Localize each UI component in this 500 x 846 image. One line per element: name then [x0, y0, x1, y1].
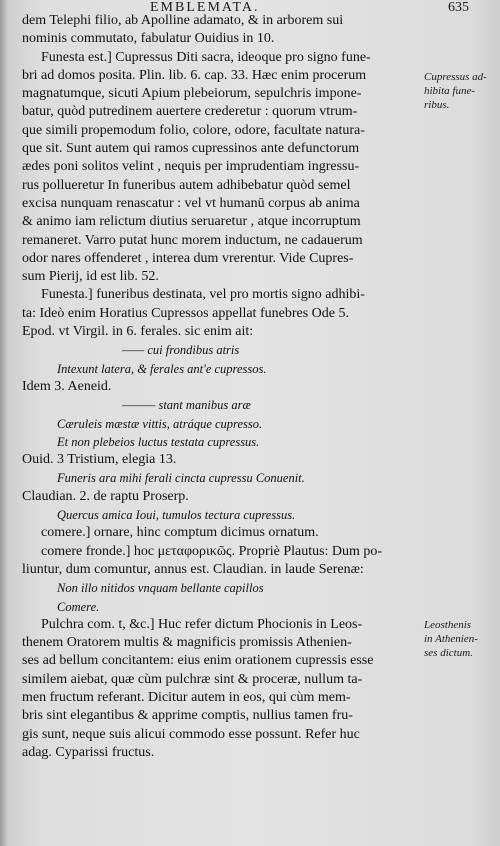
verse-line: Funeris ara mihi ferali cincta cupressu Conuenit.: [57, 471, 305, 486]
margin-note-cypress: [424, 70, 500, 112]
text-line: que sit. Sunt autem qui ramos cupressinos ante defunctorum: [22, 141, 360, 157]
margin-note-line: Cupressus ad-: [424, 71, 487, 83]
text-line: Pulchra com. t, &c.] Huc refer dictum Phocionis in Leos-: [41, 616, 363, 632]
verse-line: Cæruleis mæstæ vittis, atráque cupresso.: [57, 416, 263, 431]
text-line: que simili propemodum folio, colore, odore, facultate natura-: [22, 122, 365, 138]
text-line: gis sunt, neque suis alicui commodo esse possunt. Refer huc: [22, 726, 360, 742]
text-line: sum Pierij, id est lib. 52.: [22, 269, 159, 285]
text-line: Epod. vt Virgil. in 6. ferales. sic enim ait:: [22, 324, 254, 340]
verse-line: Intexunt latera, & ferales ant'e cupressos.: [57, 361, 267, 376]
margin-note-line: in Athenien-: [424, 633, 478, 645]
text-line: bris sint elegantibus & apprime comptis, nullius tamen fru-: [22, 708, 353, 724]
text-line: remaneret. Varro putat hunc morem inductum, ne cadauerum: [22, 232, 363, 248]
running-title: EMBLEMATA.: [150, 0, 260, 15]
text-line: ta: Ideò enim Horatius Cupressos appellat funebres Ode 5.: [22, 305, 349, 321]
verse-line: Non illo nitidos vnquam bellante capillos: [57, 581, 264, 596]
text-line: magnatumque, sicuti Apium plebeiorum, sepulchris impone-: [22, 86, 362, 102]
text-line: batur, quòd putredinem auertere crederetur : quorum vtrum-: [22, 104, 358, 120]
text-line: thenem Oratorem multis & magnificis promissis Athenien-: [22, 635, 352, 651]
text-line: similem aiebat, quæ cùm pulchræ sint & proceræ, nullum ta-: [22, 671, 363, 687]
text-line: liuntur, dum comuntur, annus est. Claudian. in laude Serenæ:: [22, 561, 364, 577]
margin-note-line: ribus.: [424, 99, 450, 111]
text-line: Idem 3. Aeneid.: [22, 378, 112, 394]
page-number: 635: [448, 0, 469, 15]
text-line: dem Telephi filio, ab Apolline adamato, & in arborem sui: [22, 13, 344, 28]
margin-note-line: ses dictum.: [424, 647, 473, 659]
text-line: Funesta.] funeribus destinata, vel pro mortis signo adhibi-: [41, 287, 365, 303]
text-line: Funesta est.] Cupressus Diti sacra, ideoque pro signo fune-: [41, 49, 371, 65]
text-line: Claudian. 2. de raptu Proserp.: [22, 488, 189, 504]
verse-line: —— cui frondibus atris: [122, 343, 240, 358]
margin-note-line: hibita fune-: [424, 85, 476, 97]
verse-line: ——— stant manibus aræ: [122, 398, 251, 413]
text-line: odor nares offenderet , interea dum vrerentur. Vide Cupres-: [22, 250, 354, 266]
margin-note-line: Leosthenis: [424, 619, 472, 631]
text-line: & animo iam relictum diutius seruaretur , atque incorruptum: [22, 214, 361, 230]
margin-note-leosthenes: [424, 618, 500, 660]
verse-line: Quercus amica Ioui, tumulos tectura cupressus.: [57, 508, 296, 523]
text-line: comere fronde.] hoc μεταφορικῶς. Propriè Plautus: Dum po-: [41, 543, 383, 559]
text-line: nominis commutato, fabulatur Ouidius in 10.: [22, 31, 275, 47]
text-line: Ouid. 3 Tristium, elegia 13.: [22, 452, 177, 468]
main-text-column: [22, 12, 424, 762]
text-line: excisa nunquam renascatur : vel vt humanū corpus ab anima: [22, 195, 360, 211]
text-line: comere.] ornare, hinc comptum dicimus ornatum.: [41, 525, 319, 541]
text-line: adag. Cyparissi fructus.: [22, 744, 155, 760]
text-line: bri ad domos posita. Plin. lib. 6. cap. 33. Hæc enim procerum: [22, 67, 367, 83]
text-line: ædes poni solitos velint , nequis per imprudentiam ingressu-: [22, 159, 360, 175]
verse-line: Et non plebeios luctus testata cupressus.: [57, 434, 260, 449]
text-line: rus pollueretur In funeribus autem adhibebatur quòd semel: [22, 177, 351, 193]
verse-line: Comere.: [57, 599, 100, 614]
text-line: ses ad bellum concitantem: eius enim orationem cupressis esse: [22, 653, 374, 669]
text-line: men fructum referant. Dicitur autem in eos, qui cùm mem-: [22, 689, 351, 705]
